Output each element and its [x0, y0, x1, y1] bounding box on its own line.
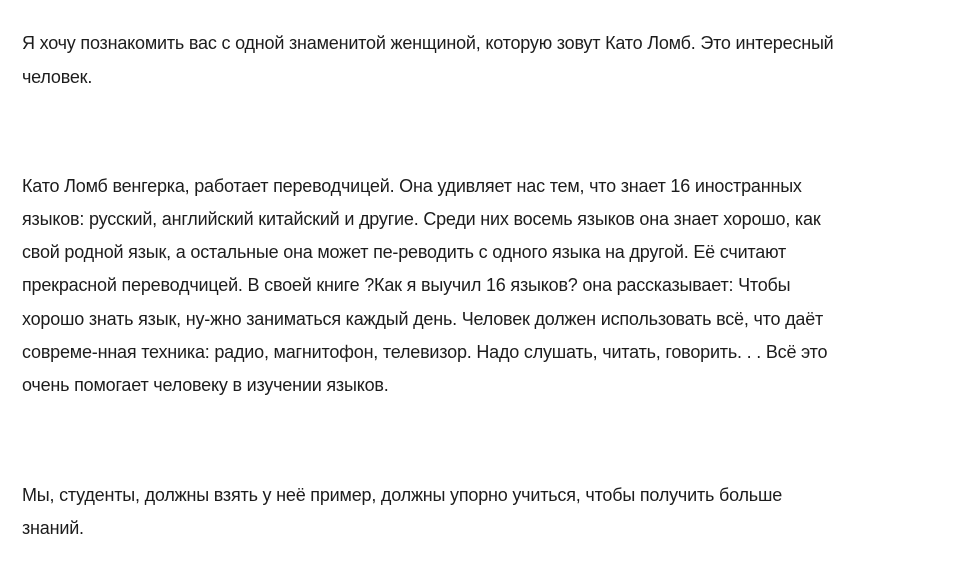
text-line: прекрасной переводчицей. В своей книге ?Как я выучил 16 языков? она рассказывает: Чтобы — [22, 275, 791, 295]
text-line: очень помогает человеку в изучении языков. — [22, 375, 389, 395]
text-line: Като Ломб венгерка, работает переводчицей. Она удивляет нас тем, что знает 16 иностранных — [22, 176, 802, 196]
text-line: совреме-нная техника: радио, магнитофон, телевизор. Надо слушать, читать, говорить. . . Всё это — [22, 342, 828, 362]
text-line: Я хочу познакомить вас с одной знаменитой женщиной, которую зовут Като Ломб. Это интересный — [22, 33, 834, 53]
text-line: хорошо знать язык, ну-жно заниматься каждый день. Человек должен использовать всё, что даёт — [22, 309, 824, 329]
text-line: человек. — [22, 67, 93, 87]
text-line: языков: русский, английский китайский и другие. Среди них восемь языков она знает хорошо, как — [22, 209, 821, 229]
text-line: знаний. — [22, 518, 84, 538]
text-line: свой родной язык, а остальные она может пе-реводить с одного языка на другой. Её считают — [22, 242, 787, 262]
text-line: Мы, студенты, должны взять у неё пример, должны упорно учиться, чтобы получить больше — [22, 485, 783, 505]
